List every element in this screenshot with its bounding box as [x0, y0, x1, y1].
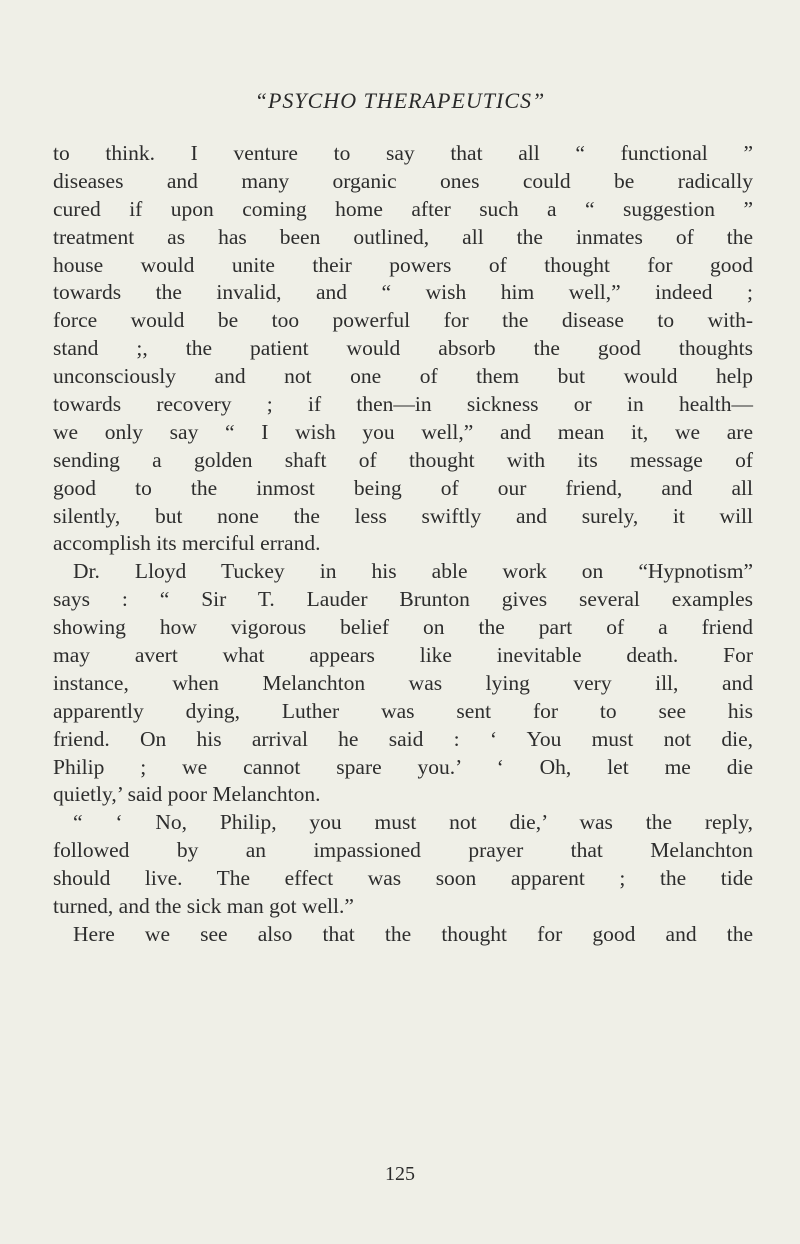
text-line: showing how vigorous belief on the part of a friend [53, 615, 753, 640]
text-line: accomplish its merciful errand. [53, 531, 321, 556]
text-line: says : “ Sir T. Lauder Brunton gives several examples [53, 587, 753, 612]
text-line: towards the invalid, and “ wish him well,” indeed ; [53, 280, 753, 305]
text-line: followed by an impassioned prayer that Melanchton [53, 838, 753, 863]
text-line: diseases and many organic ones could be radically [53, 168, 753, 193]
text-line: unconsciously and not one of them but would help [53, 364, 753, 389]
running-head: “PSYCHO THERAPEUTICS” [254, 88, 546, 113]
text-line: cured if upon coming home after such a “ suggestion ” [53, 196, 753, 221]
text-line: Dr. Lloyd Tuckey in his able work on “Hypnotism” [73, 559, 753, 584]
text-line: towards recovery ; if then—in sickness or in health— [53, 392, 753, 417]
text-line: quietly,’ said poor Melanchton. [53, 782, 321, 807]
text-line: friend. On his arrival he said : ‘ You must not die, [53, 726, 753, 751]
text-line: treatment as has been outlined, all the inmates of the [53, 224, 753, 249]
text-line: should live. The effect was soon apparent ; the tide [53, 866, 753, 891]
text-line: we only say “ I wish you well,” and mean it, we are [53, 419, 753, 444]
text-line: Here we see also that the thought for good and the [73, 921, 753, 946]
text-line: force would be too powerful for the disease to with- [53, 308, 753, 333]
text-line: Philip ; we cannot spare you.’ ‘ Oh, let me die [53, 754, 753, 779]
text-line: good to the inmost being of our friend, and all [53, 475, 753, 500]
text-line: apparently dying, Luther was sent for to see his [53, 698, 753, 723]
text-line: instance, when Melanchton was lying very ill, and [53, 670, 753, 695]
text-line: house would unite their powers of thought for good [53, 252, 753, 277]
text-line: may avert what appears like inevitable death. For [53, 643, 753, 668]
text-line: sending a golden shaft of thought with its message of [53, 447, 753, 472]
text-line: stand ;, the patient would absorb the good thoughts [53, 336, 753, 361]
page-number: 125 [385, 1163, 415, 1185]
text-line: “ ‘ No, Philip, you must not die,’ was the reply, [73, 810, 753, 835]
body-text [53, 140, 753, 949]
text-line: silently, but none the less swiftly and surely, it will [53, 503, 753, 528]
text-line: turned, and the sick man got well.” [53, 894, 354, 919]
text-line: to think. I venture to say that all “ functional ” [53, 141, 753, 165]
